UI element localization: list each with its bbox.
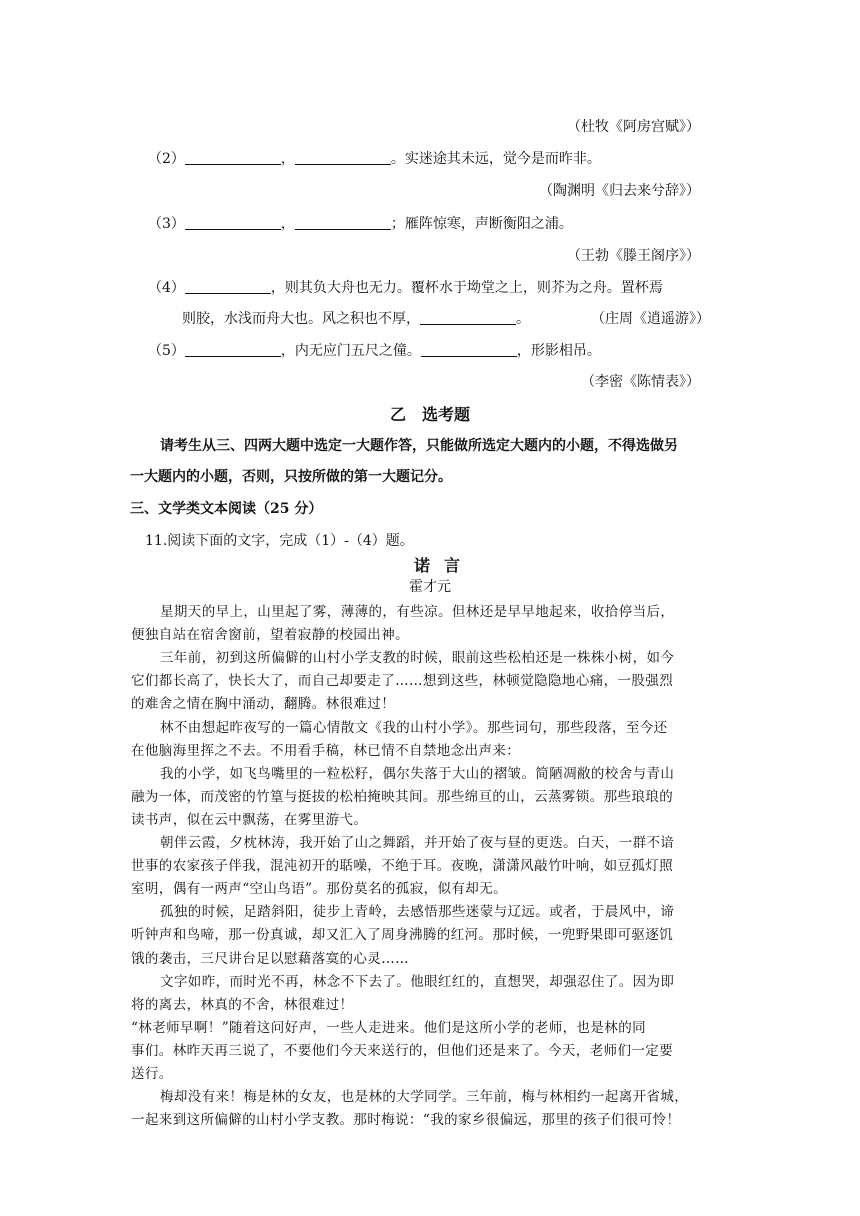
item-text: ，则其负大舟也无力。覆杯水于坳堂之上，则芥为之舟。置杯焉 — [270, 280, 663, 296]
question-11-prompt: 11.阅读下面的文字，完成（1）-（4）题。 — [145, 533, 414, 549]
item-number: （5） — [148, 343, 185, 359]
question-10-5 — [148, 340, 601, 360]
article-line: 星期天的早上，山里起了雾，薄薄的，有些凉。但林还是早早地起来，收拾停当后， — [160, 604, 675, 620]
comma: ， — [280, 216, 295, 232]
article-line: 林不由想起昨夜写的一篇心情散文《我的山村小学》。那些词句，那些段落，至今还 — [160, 720, 668, 736]
section-b-heading: 乙 选考题 — [389, 405, 470, 424]
item-text: ，内无应门五尺之僮。 — [280, 343, 421, 359]
article-line: 文字如昨，而时光不再，林念不下去了。他眼红红的，直想哭，却强忍住了。因为即 — [160, 974, 675, 990]
item-text: 。 — [516, 311, 530, 327]
article-line: 读书声，似在云中飘荡，在雾里游弋。 — [131, 812, 368, 828]
question-10-2 — [148, 148, 601, 168]
article-author: 霍才元 — [409, 579, 451, 595]
question-10-3 — [148, 213, 573, 233]
question-10-4-cont — [182, 308, 530, 328]
article-line: 便独自站在宿舍窗前，望着寂静的校园出神。 — [131, 627, 409, 643]
article-line: 三年前，初到这所偏僻的山村小学支教的时候，眼前这些松柏还是一株株小树，如今 — [160, 650, 675, 666]
source-wang-bo: （王勃《滕王阁序》） — [567, 248, 700, 264]
article-line: 室明，偶有一两声“空山鸟语”。那份莫名的孤寂，似有却无。 — [131, 881, 508, 897]
article-line: 的难舍之情在胸中涌动，翻腾。林很难过！ — [131, 696, 396, 712]
article-line: 融为一体，而茂密的竹篁与挺拔的松柏掩映其间。那些绵亘的山，云蒸雾锁。那些琅琅的 — [131, 789, 674, 805]
source-li-mi: （李密《陈情表》） — [581, 374, 700, 390]
article-line: 一起来到这所偏僻的山村小学支教。那时梅说：“我的家乡很偏远，那里的孩子们很可怜！ — [131, 1112, 681, 1128]
item-number: （3） — [148, 216, 185, 232]
section-b-instruction-1: 请考生从三、四两大题中选定一大题作答，只能做所选定大题内的小题，不得选做另 — [160, 438, 678, 454]
answer-blank[interactable] — [295, 215, 391, 230]
item-number: （4） — [148, 280, 185, 296]
article-line: 孤独的时候，足踏斜阳，徒步上青岭，去感悟那些迷蒙与辽远。或者，于晨风中，谛 — [160, 904, 675, 920]
item-text: ，形影相吊。 — [516, 343, 601, 359]
article-line: 将的离去，林真的不舍，林很难过！ — [131, 997, 354, 1013]
article-line: 事们。林昨天再三说了，不要他们今天来送行的，但他们还是来了。今天，老师们一定要 — [131, 1043, 674, 1059]
article-title: 诺言 — [413, 556, 474, 575]
article-line: 世事的农家孩子伴我，混沌初开的聒噪，不绝于耳。夜晚，潇潇风敲竹叶响，如豆孤灯照 — [131, 858, 674, 874]
article-line: 梅却没有来！梅是林的女友，也是林的大学同学。三年前，梅与林相约一起离开省城， — [160, 1089, 689, 1105]
section-3-heading: 三、文学类文本阅读（25 分） — [130, 501, 323, 517]
section-b-instruction-2: 一大题内的小题，否则，只按所做的第一大题记分。 — [130, 469, 452, 485]
answer-blank[interactable] — [185, 342, 281, 357]
article-line: 送行。 — [131, 1066, 173, 1082]
answer-blank[interactable] — [295, 150, 391, 165]
answer-blank[interactable] — [185, 150, 281, 165]
source-du-mu: （杜牧《阿房宫赋》） — [567, 119, 700, 135]
item-text: ；雁阵惊寒，声断衡阳之浦。 — [390, 216, 573, 232]
answer-blank[interactable] — [421, 342, 517, 357]
answer-blank[interactable] — [420, 310, 516, 325]
article-line: 在他脑海里挥之不去。不用看手稿，林已情不自禁地念出声来： — [131, 743, 521, 759]
item-text: 。实迷途其未远，觉今是而昨非。 — [390, 151, 601, 167]
item-text: 则胶，水浅而舟大也。风之积也不厚， — [182, 311, 420, 327]
article-line: 它们都长高了，快长大了，而自己却要走了……想到这些，林顿觉隐隐地心痛，一股强烈 — [131, 673, 674, 689]
source-tao-yuanming: （陶渊明《归去来兮辞》） — [539, 183, 700, 199]
article-line: 饿的袭击，三尺讲台足以慰藉落寞的心灵…… — [131, 951, 409, 967]
question-10-4 — [148, 277, 663, 297]
comma: ， — [280, 151, 295, 167]
answer-blank[interactable] — [185, 279, 271, 294]
article-line: “林老师早啊！”随着这问好声，一些人走进来。他们是这所小学的老师，也是林的同 — [131, 1020, 647, 1036]
article-line: 我的小学，如飞鸟嘴里的一粒松籽，偶尔失落于大山的褶皱。简陋凋敝的校舍与青山 — [160, 766, 675, 782]
answer-blank[interactable] — [185, 215, 281, 230]
article-line: 听钟声和鸟啼，那一份真诚，却又汇入了周身沸腾的红河。那时候，一兜野果即可驱逐饥 — [131, 927, 674, 943]
source-zhuang-zhou: （庄周《逍遥游》） — [591, 311, 710, 327]
item-number: （2） — [148, 151, 185, 167]
article-line: 朝伴云霞，夕枕林涛，我开始了山之舞蹈，并开始了夜与昼的更迭。白天，一群不谙 — [160, 835, 675, 851]
